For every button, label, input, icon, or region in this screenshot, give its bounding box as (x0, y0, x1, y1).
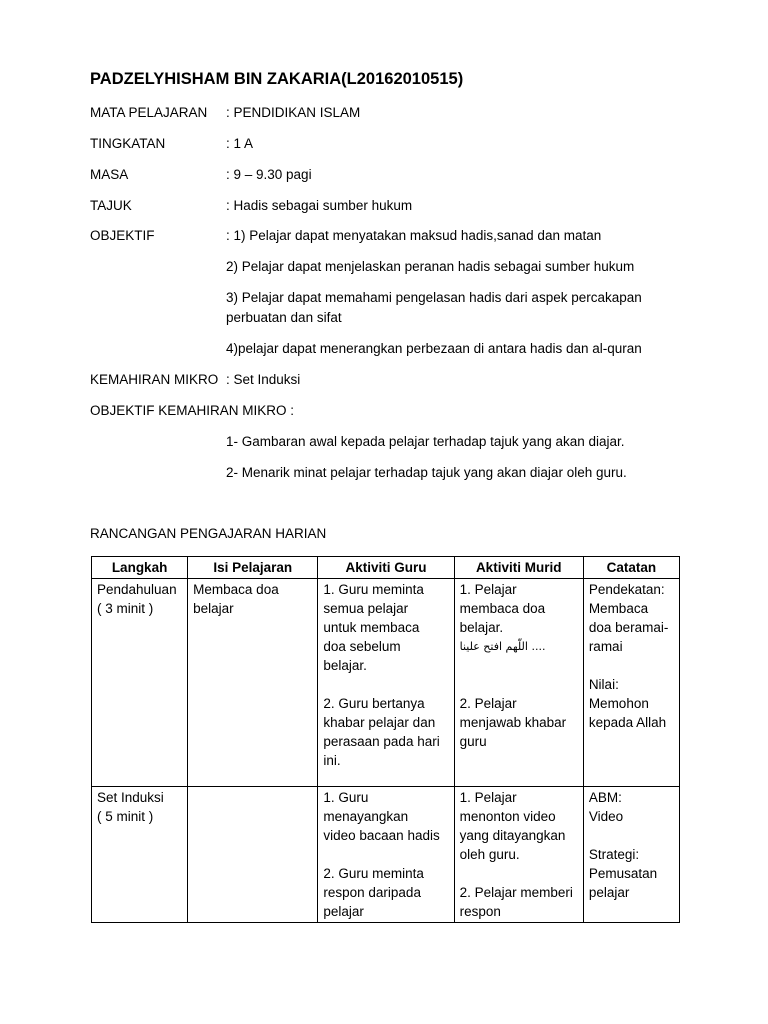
field-label: MATA PELAJARAN (90, 105, 208, 120)
cell-line: menonton video (459, 809, 556, 824)
cell-line: belajar. (459, 620, 504, 635)
cell-catatan (583, 787, 679, 923)
cell-line: doa beramai- (588, 620, 669, 635)
plan-heading: RANCANGAN PENGAJARAN HARIAN (90, 526, 327, 541)
field-label: OBJEKTIF (90, 228, 155, 243)
cell-line: 1. Guru meminta (323, 582, 424, 597)
field-value: : 1) Pelajar dapat menyatakan maksud hadis,sanad dan matan (226, 228, 602, 243)
cell-line: Memohon (588, 696, 649, 711)
cell-line: Membaca (588, 601, 649, 616)
cell-line: Strategi: (588, 847, 640, 862)
cell-isi (188, 579, 318, 787)
table-row (92, 787, 680, 923)
arabic-prayer-text: .... اللّهم افتح علينا (459, 640, 546, 653)
cell-line: 1. Pelajar (459, 790, 517, 805)
cell-line: video bacaan hadis (323, 828, 440, 843)
field-label: TAJUK (90, 198, 132, 213)
cell-line: 2. Pelajar (459, 696, 517, 711)
cell-aktiviti-guru (318, 579, 454, 787)
cell-line: pelajar (588, 885, 630, 900)
cell-line: ( 3 minit ) (97, 601, 154, 616)
cell-line: 2. Pelajar memberi (459, 885, 573, 900)
micro-objective-item: 1- Gambaran awal kepada pelajar terhadap tajuk yang akan diajar. (226, 434, 625, 449)
cell-line: oleh guru. (459, 847, 520, 862)
field-label: KEMAHIRAN MIKRO (90, 372, 219, 387)
cell-line: perasaan pada hari (323, 734, 440, 749)
column-header: Aktiviti Guru (318, 557, 454, 579)
objective-item: 2) Pelajar dapat menjelaskan peranan hadis sebagai sumber hukum (226, 259, 635, 274)
cell-line: ABM: (588, 790, 622, 805)
micro-objective-item: 2- Menarik minat pelajar terhadap tajuk yang akan diajar oleh guru. (226, 465, 627, 480)
cell-line: semua pelajar (323, 601, 409, 616)
cell-line: kepada Allah (588, 715, 667, 730)
column-header: Isi Pelajaran (188, 557, 318, 579)
cell-line: respon (459, 904, 501, 919)
cell-line: 1. Pelajar (459, 582, 517, 597)
cell-line: belajar (193, 601, 234, 616)
cell-aktiviti-murid (454, 579, 583, 787)
cell-line: Video (588, 809, 624, 824)
cell-line: Membaca doa (193, 582, 279, 597)
objective-item: 3) Pelajar dapat memahami pengelasan hadis dari aspek percakapan perbuatan dan sifat (226, 290, 642, 325)
field-label: TINGKATAN (90, 136, 166, 151)
cell-line: yang ditayangkan (459, 828, 566, 843)
cell-catatan (583, 579, 679, 787)
cell-line: ( 5 minit ) (97, 809, 154, 824)
column-header: Aktiviti Murid (454, 557, 583, 579)
cell-line: doa sebelum (323, 639, 401, 654)
cell-line: Pemusatan (588, 866, 658, 881)
cell-line: Pendekatan: (588, 582, 665, 597)
column-header: Catatan (583, 557, 679, 579)
field-value: : 9 – 9.30 pagi (226, 167, 312, 182)
cell-line: 2. Guru meminta (323, 866, 424, 881)
cell-line: Set Induksi (97, 790, 164, 805)
field-label: MASA (90, 167, 129, 182)
field-value: : Set Induksi (226, 372, 301, 387)
field-value: : PENDIDIKAN ISLAM (226, 105, 361, 120)
cell-line: menayangkan (323, 809, 409, 824)
cell-line: pelajar (323, 904, 364, 919)
cell-line: Nilai: (588, 677, 619, 692)
cell-line: ramai (588, 639, 623, 654)
field-value: : Hadis sebagai sumber hukum (226, 198, 413, 213)
cell-line: untuk membaca (323, 620, 420, 635)
cell-aktiviti-guru (318, 787, 454, 923)
cell-line: respon daripada (323, 885, 421, 900)
column-header: Langkah (92, 557, 188, 579)
cell-line: guru (459, 734, 487, 749)
cell-line: 1. Guru (323, 790, 369, 805)
cell-line: 2. Guru bertanya (323, 696, 425, 711)
cell-line: Pendahuluan (97, 582, 177, 597)
table-row (92, 579, 680, 787)
cell-isi (188, 787, 318, 923)
table-header-row (92, 557, 680, 579)
micro-objective-heading: OBJEKTIF KEMAHIRAN MIKRO : (90, 403, 295, 418)
cell-line: membaca doa (459, 601, 546, 616)
objective-item: 4)pelajar dapat menerangkan perbezaan di antara hadis dan al-quran (226, 341, 642, 356)
field-value: : 1 A (226, 136, 254, 151)
cell-line: khabar pelajar dan (323, 715, 436, 730)
cell-line: ini. (323, 753, 341, 768)
lesson-plan-table (91, 556, 680, 923)
cell-line: menjawab khabar (459, 715, 567, 730)
cell-line: belajar. (323, 658, 367, 673)
cell-langkah (92, 787, 188, 923)
student-name-title: PADZELYHISHAM BIN ZAKARIA(L20162010515) (90, 70, 464, 88)
cell-aktiviti-murid (454, 787, 583, 923)
cell-langkah (92, 579, 188, 787)
